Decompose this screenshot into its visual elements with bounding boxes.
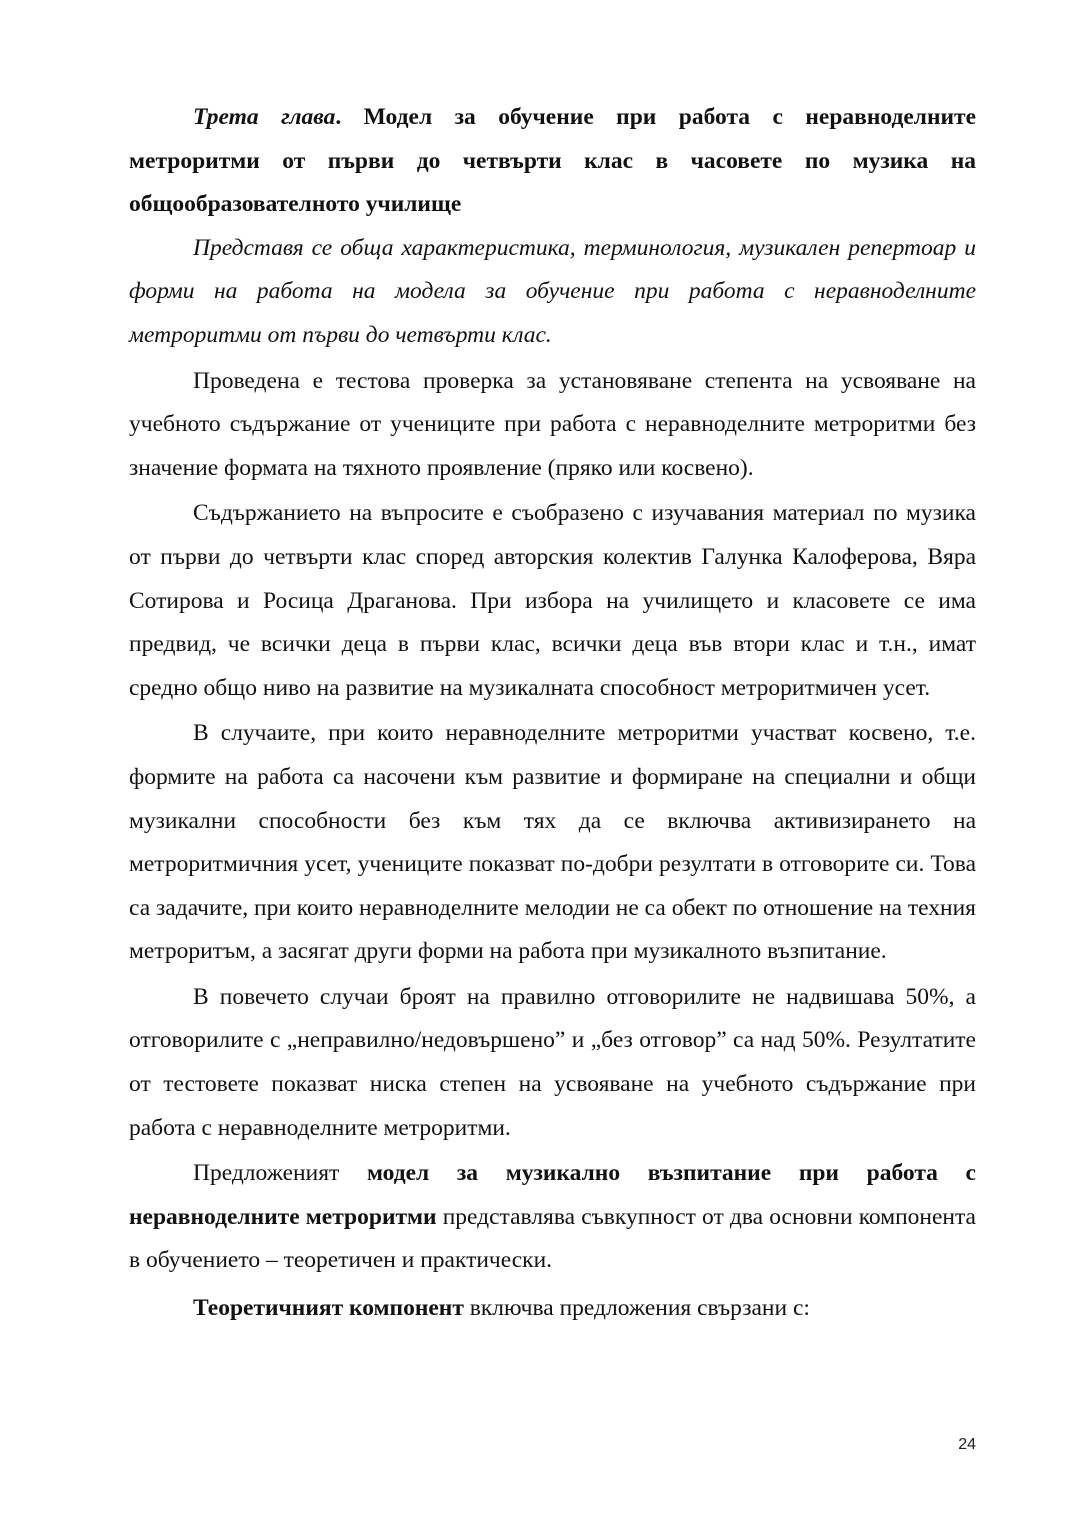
theoretical-component-emphasis: Теоретичният компонент [193, 1295, 464, 1322]
chapter-summary: Представя се обща характеристика, терминология, музикален репертоар и форми на работа на модела за обучение при работа с неравноделните метроритми от първи до четвърти клас. [129, 234, 976, 348]
paragraph-proposed-model [129, 1152, 976, 1283]
proposed-model-emphasis: модел за музикално възпитание при работа с неравноделните метроритми [129, 1160, 976, 1230]
paragraph-indirect-cases: В случаите, при които неравноделните метроритми участват косвено, т.е. формите на работа са насочени към развитие и формиране на специални и общи музикални способности без към тях да се включва активизирането на метроритмичния усет, учениците показват по-добри резултати в отговорите си. Това са задачите, при които неравноделните мелодии не са обект по отношение на техния метроритъм, а засягат други форми на работа при музикалното възпитание. [129, 720, 976, 965]
paragraph-theoretical-component [129, 1287, 976, 1331]
paragraph-results: В повечето случаи броят на правилно отговорилите не надвишава 50%, а отговорилите с „неправилно/недовършено” и „без отговор” са над 50%. Резултатите от тестовете показват ниска степен на усвояване на учебното съдържание при работа с неравноделните метроритми. [129, 983, 976, 1141]
chapter-title: Модел за обучение при работа с неравноделните метроритми от първи до четвърти клас в часовете по музика на общообразователното училище [129, 104, 976, 218]
chapter-label-separator: . [335, 104, 342, 130]
chapter-heading [129, 96, 976, 227]
document-body [129, 96, 976, 1331]
chapter-label: Трета глава [193, 104, 336, 130]
paragraph-question-content: Съдържанието на въпросите е съобразено с изучавания материал по музика от първи до четвърти клас според авторския колектив Галунка Калоферова, Вяра Сотирова и Росица Драганова. При избора на училището и класовете се има предвид, че всички деца в първи клас, всички деца във втори клас и т.н., имат средно общо ниво на развитие на музикалната способност метроритмичен усет. [129, 500, 976, 701]
theoretical-component-rest: включва предложения свързани с: [463, 1295, 810, 1322]
proposed-model-lead: Предложеният [193, 1160, 367, 1187]
page-number: 24 [958, 1436, 976, 1453]
proposed-model-rest: представлява съвкупност от два основни компонента в обучението – теоретичен и практически. [129, 1203, 976, 1274]
paragraph-test-check: Проведена е тестова проверка за установяване степента на усвояване на учебното съдържание от учениците при работа с неравноделните метроритми без значение формата на тяхното проявление (пряко или косвено). [129, 367, 976, 481]
